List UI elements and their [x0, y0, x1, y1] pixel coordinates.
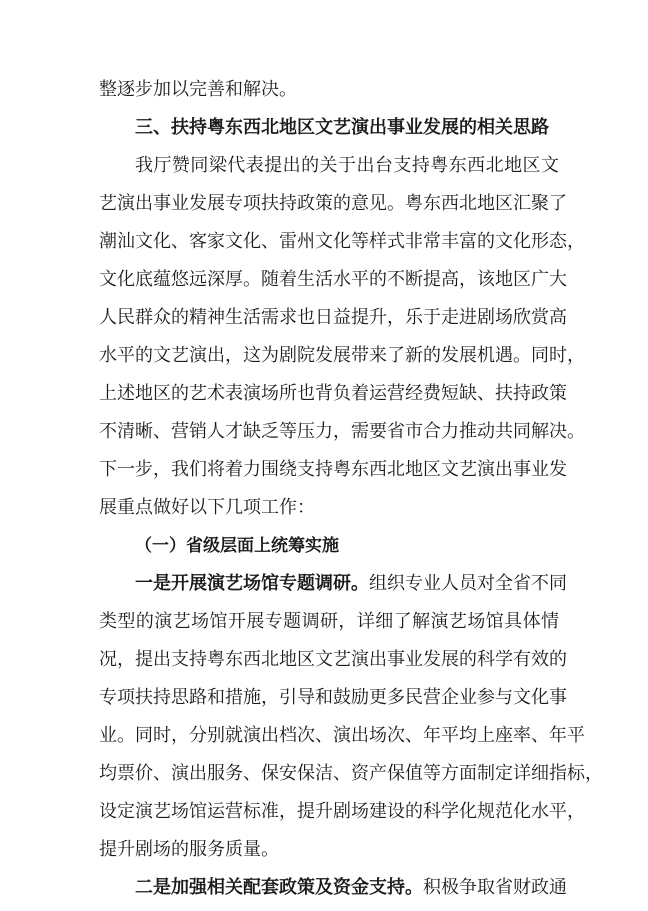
paragraph-line: 展重点做好以下几项工作：: [99, 497, 315, 518]
paragraph-text: 组织专业人员对全省不同: [369, 573, 567, 594]
paragraph-line: 专项扶持思路和措施，引导和鼓励更多民营企业参与文化事: [99, 687, 567, 708]
paragraph-line: 艺演出事业发展专项扶持政策的意见。粤东西北地区汇聚了: [99, 193, 567, 214]
bold-lead-item2: 二是加强相关配套政策及资金支持。: [135, 877, 423, 898]
paragraph-line: 提升剧场的服务质量。: [99, 839, 279, 860]
paragraph-line: 均票价、演出服务、保安保洁、资产保值等方面制定详细指标，: [99, 763, 603, 784]
paragraph-line: 我厅赞同梁代表提出的关于出台支持粤东西北地区文: [135, 155, 559, 176]
bold-lead-item1: 一是开展演艺场馆专题调研。: [135, 573, 369, 594]
paragraph-line: 类型的演艺场馆开展专题调研，详细了解演艺场馆具体情: [99, 611, 559, 632]
paragraph-line: 潮汕文化、客家文化、雷州文化等样式非常丰富的文化形态，: [99, 231, 585, 252]
subsection-heading: （一）省级层面上统筹实施: [135, 536, 339, 556]
paragraph-line: 不清晰、营销人才缺乏等压力，需要省市合力推动共同解决。: [99, 421, 585, 442]
paragraph-line-with-lead: [135, 870, 567, 906]
section-heading: 三、扶持粤东西北地区文艺演出事业发展的相关思路: [135, 117, 549, 138]
paragraph-line: 上述地区的艺术表演场所也背负着运营经费短缺、扶持政策: [99, 383, 567, 404]
paragraph-text: 积极争取省财政通: [423, 877, 567, 898]
paragraph-line: 下一步，我们将着力围绕支持粤东西北地区文艺演出事业发: [99, 459, 567, 480]
paragraph-line: 业。同时，分别就演出档次、演出场次、年平均上座率、年平: [99, 725, 585, 746]
paragraph-line: 人民群众的精神生活需求也日益提升，乐于走进剧场欣赏高: [99, 307, 567, 328]
paragraph-line: 文化底蕴悠远深厚。随着生活水平的不断提高，该地区广大: [99, 269, 567, 290]
paragraph-line-with-lead: [135, 566, 567, 602]
paragraph-line: 整逐步加以完善和解决。: [99, 79, 297, 100]
paragraph-line: 设定演艺场馆运营标准，提升剧场建设的科学化规范化水平，: [99, 801, 585, 822]
paragraph-line: 况，提出支持粤东西北地区文艺演出事业发展的科学有效的: [99, 649, 567, 670]
paragraph-line: 水平的文艺演出，这为剧院发展带来了新的发展机遇。同时，: [99, 345, 585, 366]
